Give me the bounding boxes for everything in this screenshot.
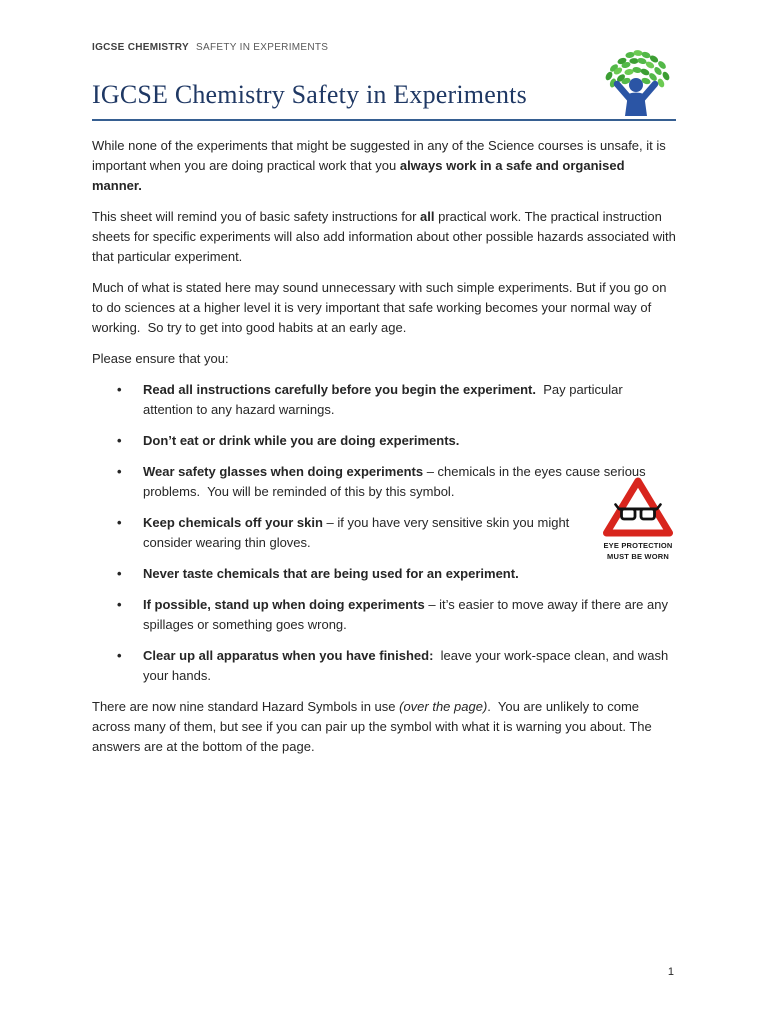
page-title: IGCSE Chemistry Safety in Experiments: [92, 80, 527, 109]
paragraph: Please ensure that you:: [92, 351, 229, 366]
closing-paragraph: There are now nine standard Hazard Symbols in use (over the page). You are unlikely to come across many of them, but see if you can pair up the symbol with what it is warning you about. The answers are at the bottom of the page.: [92, 699, 656, 754]
bullet-item: [92, 380, 676, 420]
bullet-item: [92, 462, 676, 502]
safety-bullet-list: [92, 380, 676, 686]
eye-caption-line1: EYE PROTECTION: [603, 541, 673, 550]
bullet-icon: •: [117, 648, 122, 663]
eye-protection-symbol: [599, 476, 677, 563]
bullet-item: [92, 513, 676, 553]
bullet-text: If possible, stand up when doing experiments – it’s easier to move away if there are any spillages or something goes wrong.: [143, 597, 672, 632]
person-figure: [617, 78, 655, 116]
eye-symbol-caption: [599, 540, 677, 563]
bullet-text: Keep chemicals off your skin – if you have very sensitive skin you might consider wearing thin gloves.: [143, 515, 573, 550]
bullet-item: [92, 595, 676, 635]
bullet-icon: •: [117, 433, 122, 448]
bullet-text: Wear safety glasses when doing experiments – chemicals in the eyes cause serious problems. You will be reminded of this by this symbol.: [143, 464, 650, 499]
bullet-text: Never taste chemicals that are being used for an experiment.: [143, 566, 519, 581]
bullet-text: Read all instructions carefully before you begin the experiment. Pay particular attention to any hazard warnings.: [143, 382, 627, 417]
title-divider: [92, 119, 676, 121]
bullet-icon: •: [117, 597, 122, 612]
header-subject: IGCSE CHEMISTRY: [92, 42, 189, 53]
paragraph: This sheet will remind you of basic safety instructions for all practical work. The practical instruction sheets for specific experiments will also add information about other possible hazards associated with that particular experiment.: [92, 209, 680, 264]
tree-person-icon: [600, 48, 672, 116]
bullet-icon: •: [117, 566, 122, 581]
bullet-item: [92, 564, 676, 584]
eye-caption-line2: MUST BE WORN: [607, 552, 669, 562]
warning-triangle-icon: [602, 476, 674, 538]
bullet-item: [92, 646, 676, 686]
document-body: [92, 136, 680, 768]
bullet-text: Clear up all apparatus when you have finished: leave your work-space clean, and wash your hands.: [143, 648, 672, 683]
paragraph: Much of what is stated here may sound unnecessary with such simple experiments. But if you go on to do sciences at a higher level it is very important that safe working becomes your normal way of working. So try to get into good habits at an early age.: [92, 280, 671, 335]
bullet-item: [92, 431, 676, 451]
tree-person-logo: [600, 48, 672, 116]
paragraph: While none of the experiments that might be suggested in any of the Science courses is unsafe, it is important when you are doing practical work that you always work in a safe and organised manner.: [92, 138, 670, 193]
header-topic: SAFETY IN EXPERIMENTS: [196, 42, 329, 53]
bullet-text: Don’t eat or drink while you are doing experiments.: [143, 433, 460, 448]
bullet-icon: •: [117, 464, 122, 479]
intro-paragraphs: [92, 136, 680, 369]
bullet-icon: •: [117, 515, 122, 530]
page-number: 1: [667, 966, 674, 978]
page-header: [92, 42, 328, 53]
bullet-icon: •: [117, 382, 122, 397]
